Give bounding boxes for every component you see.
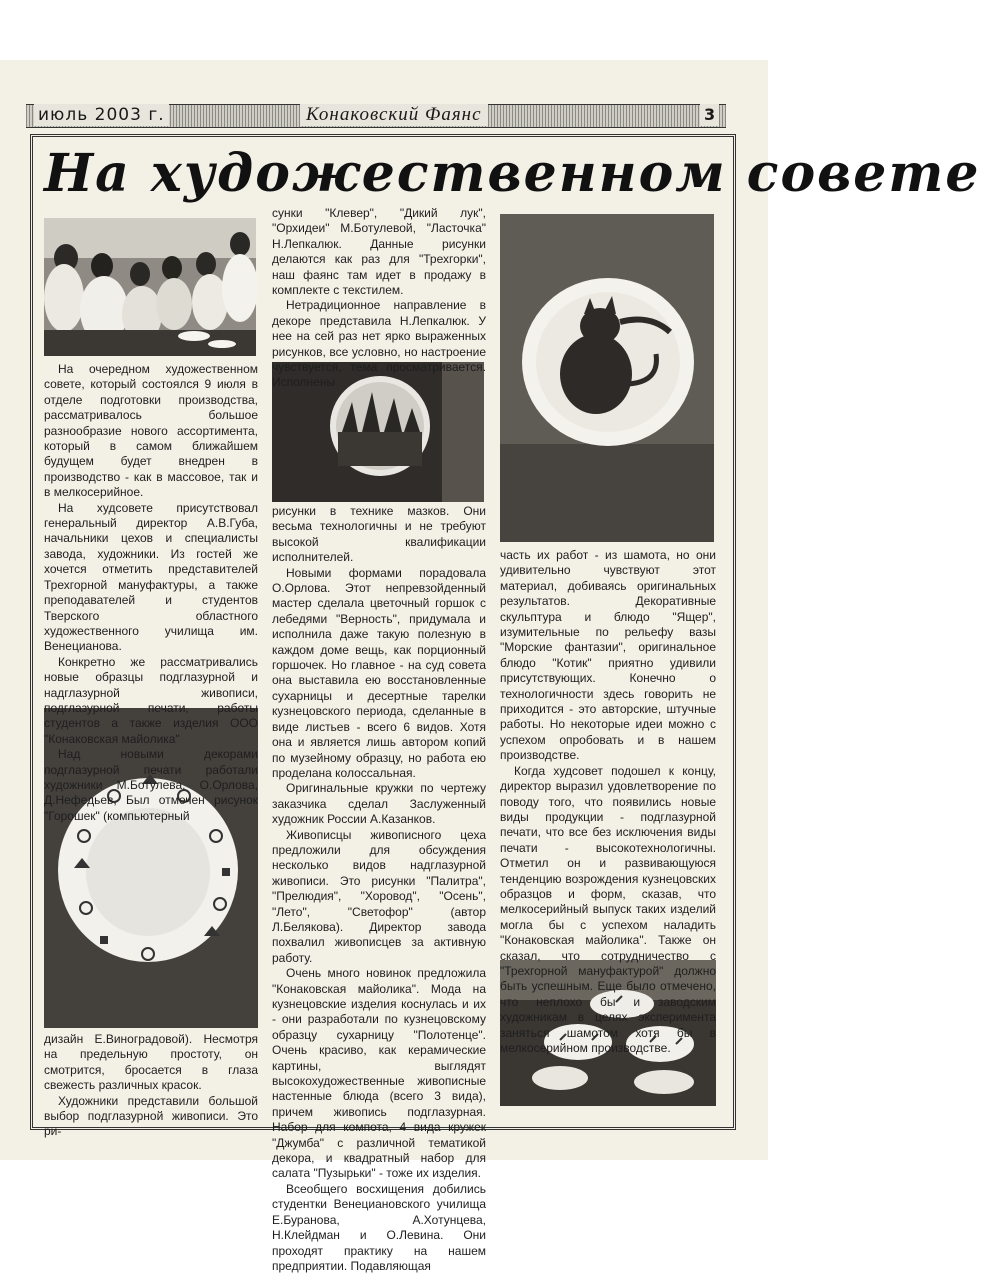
council-meeting-photo [44,218,256,356]
article-paragraph: Когда худсовет подошел к концу, директор выразил удовлетворение по поводу того, что появились новые виды продукции - подглазурной печати, что все без исключения виды печати - высокотехнологичны. Отметил он и развивающуюся тенденцию возрождения кузнецовских образцов и форм, сказав, что мелкосерийный выпуск таких изделий могла бы с успехом наладить "Конаковская майолика". Также он сказал, что сотрудничество с "Трехгорной мануфактурой" должно быть успешным. Еще было отмечено, что неплохо бы и заводским художникам в целях эксперимента заняться шамотом хотя бы в мелкосерийном производстве. [500,763,716,1055]
article-paragraph: Над новыми декорами подглазурной печати работали художники М.Ботулева, О.Орлова, Д.Нефедьев, Был отмечен рисунок "Горошек" (компьютерный [44,747,258,823]
article-paragraph: Всеобщего восхищения добились студентки Венециановского училища Е.Буранова, А.Хотунцева, Н.Клейдман и О.Левина. Они проходят практику на нашем предприятии. Подавляющая [272,1181,486,1273]
article-paragraph: Новыми формами порадовала О.Орлова. Этот непревзойденный мастер сделала цветочный горшок с лебедями "Верность", придумала и исполнила даже такую полезную в каждом доме вещь, как порционный горшочек. Но главное - на суд совета она выставила ею восстановленные сухарницы и десертные тарелки кузнецовского периода, сделанные в виде листьев - всего 6 видов. Хотя она и является лишь автором копий по музейному образцу, но работа ею проделана колоссальная. [272,565,486,780]
article-paragraph: Нетрадиционное направление в декоре представила Н.Лепкалюк. У нее на сей раз нет ярко выраженных рисунков, все условно, но настроение чувствуется, тема просматривается. Исполнены [272,298,486,390]
article-column-2-continued [272,504,486,1274]
cat-plate-photo [500,214,714,542]
article-paragraph: Оригинальные кружки по чертежу заказчика сделал Заслуженный художник России А.Казанков. [272,781,486,827]
article-paragraph: часть их работ - из шамота, но они удивительно чувствуют этот материал, добиваясь оригинальных результатов. Декоративные скульптура и блюдо "Ящер", изумительные по рельефу вазы "Морские фантазии", оригинальное блюдо "Котик" приятно удивили присутствующих. Конечно о технологичности здесь говорить не приходится - это авторские, штучные работы. Но некоторые идеи можно с успехом опробовать и в нашем производстве. [500,548,716,763]
newspaper-name: Конаковский Фаянс [300,104,488,126]
article-paragraph: На очередном художественном совете, который состоялся 9 июля в отделе подготовки производства, рассматривалось большое разнообразие нового ассортимента, который в самом ближайшем будущем будет внедрен в производство - как в массовое, так и в мелкосерийное. [44,362,258,500]
issue-date: июль 2003 г. [34,104,169,126]
article-column-3 [500,548,716,1056]
article-column-1 [44,362,258,824]
article-paragraph: Очень много новинок предложила "Конаковская майолика". Мода на кузнецовские изделия коснулась и их - они разработали по кузнецовскому образцу сухарницу "Полотенце". Очень красиво, как керамические картины, выглядят высокохудожественные живописные настенные блюда (всего 3 вида), причем живопись подглазурная. Набор для компота, 4 вида кружек "Джумба" с различной тематикой декора, и квадратный набор для салата "Пузырьки" - тоже их изделия. [272,966,486,1181]
article-paragraph: рисунки в технике мазков. Они весьма технологичны и не требуют высокой квалификации исполнителей. [272,504,486,565]
article-paragraph: Художники представили большой выбор подглазурной живописи. Это ри- [44,1093,258,1139]
article-column-2 [272,206,486,391]
article-paragraph: Живописцы живописного цеха предложили для обсуждения несколько видов надглазурной живописи. Это рисунки "Палитра", "Прелюдия", "Хоровод", "Осень", "Лето", "Светофор" (автор Л.Белякова). Директор завода похвалил живописцев за активную работу. [272,827,486,965]
article-column-1-continued [44,1032,258,1140]
article-paragraph: сунки "Клевер", "Дикий лук", "Орхидеи" М.Ботулевой, "Ласточка" Н.Лепкалюк. Данные рисунки делаются как раз для "Трехгорки", наш фаянс там идет в продажу в комплекте с текстилем. [272,206,486,298]
article-paragraph: Конкретно же рассматривались новые образцы подглазурной и надглазурной живописи, подглазурной печати, работы студентов а также изделия ООО "Конаковская майолика" [44,654,258,746]
page-number: 3 [700,104,719,126]
article-paragraph: дизайн Е.Виноградовой). Несмотря на предельную простоту, он смотрится, бросается в глаза свежесть различных красок. [44,1032,258,1093]
article-paragraph: На худсовете присутствовал генеральный директор А.В.Губа, начальники цехов и специалисты завода, художники. Из гостей же хочется отметить представителей Трехгорной мануфактуры, а также преподавателей и студентов Тверского областного художественного училища им. Венецианова. [44,500,258,654]
article-headline: На художественном совете [44,143,981,204]
